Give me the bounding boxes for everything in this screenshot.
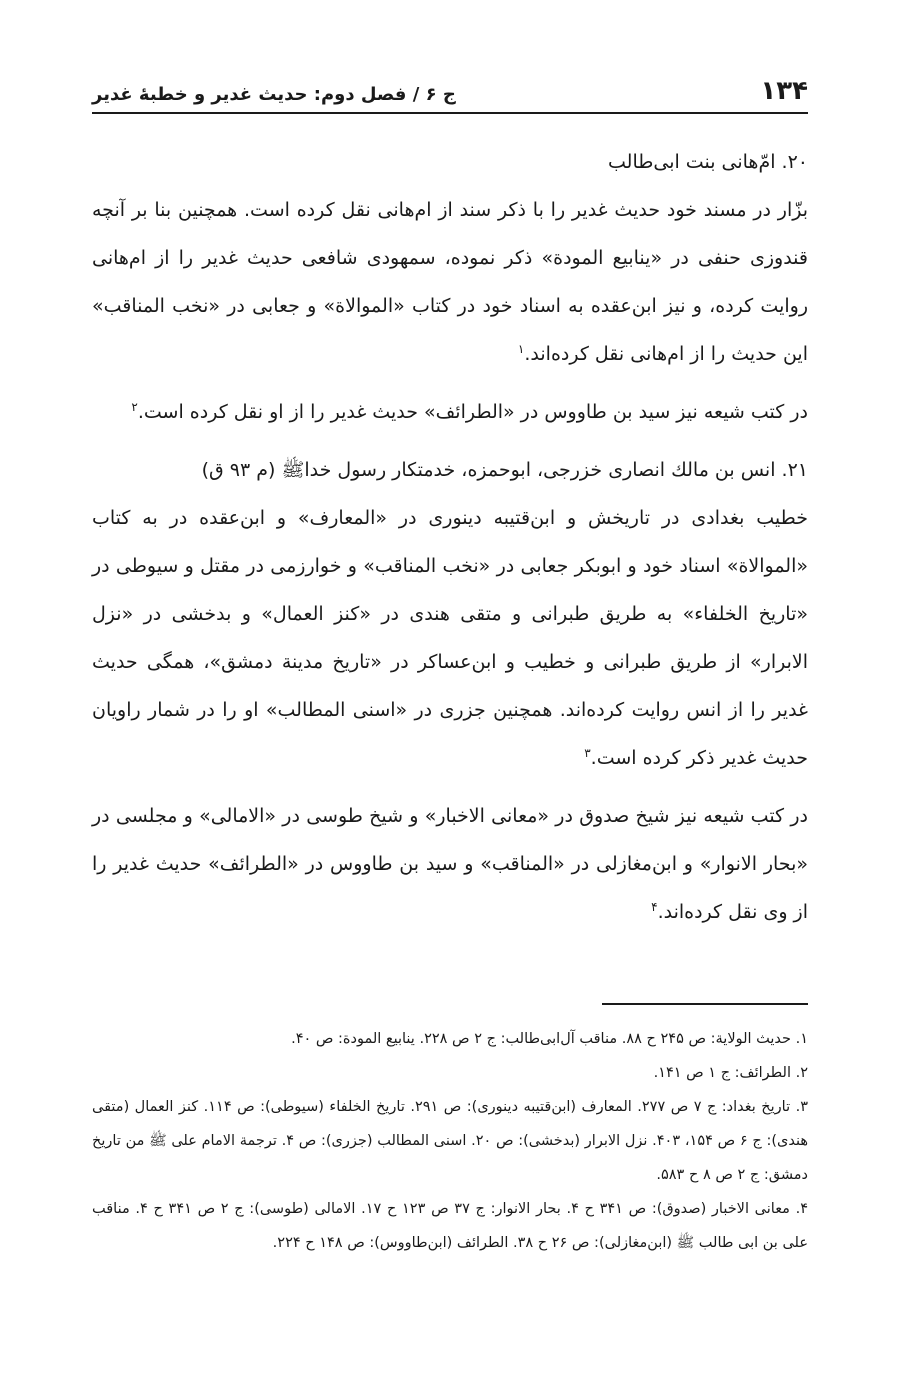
paragraph-text: در كتب شيعه نيز شيخ صدوق در «معانى الاخبار» و شيخ طوسى در «الامالى» و مجلسى در «بحار الانوار» و ابن‌مغازلى در «المناقب» و سيد بن طاووس در «الطرائف» حديث غدير را از وى نقل كرده‌اند. [92, 805, 808, 923]
footnote-ref[interactable]: ۳ [584, 745, 591, 760]
paragraph [92, 494, 808, 782]
paragraph [92, 388, 808, 436]
paragraph [92, 186, 808, 378]
paragraph-text: خطيب بغدادى در تاريخش و ابن‌قتيبه دينورى در «المعارف» و ابن‌عقده در به كتاب «الموالاة» اسناد خود و ابوبكر جعابى در «نخب المناقب» و خوارزمى در مقتل و سيوطى در «تاريخ الخلفاء» به طريق طبرانى و متقى هندى در «كنز العمال» و بدخشى در «نزل الابرار» از طريق طبرانى و خطيب و ابن‌عساكر در «تاريخ مدينة دمشق»، همگى حديث غدير را از انس روايت كرده‌اند. همچنين جزرى در «اسنى المطالب» او را در شمار راويان حديث غدير ذكر كرده است. [92, 507, 808, 769]
paragraph-text: بزّار در مسند خود حديث غدير را با ذكر سند از ام‌هانى نقل كرده است. همچنين بنا بر آنچه قندوزى حنفى در «ينابيع المودة» ذكر نموده، سمهودى شافعى حديث غدير را از ام‌هانى روايت كرده، و نيز ابن‌عقده به اسناد خود در كتاب «الموالاة» و جعابى در «نخب المناقب» اين حديث را از ام‌هانى نقل كرده‌اند. [92, 199, 808, 365]
paragraph-text: در كتب شيعه نيز سيد بن طاووس در «الطرائف» حديث غدير را از او نقل كرده است. [137, 401, 808, 423]
footnote-ref[interactable]: ۴ [651, 899, 658, 914]
footnote-1: ۱. حديث الولاية: ص ۲۴۵ ح ۸۸. مناقب آل‌ابى‌طالب: ج ۲ ص ۲۲۸. ينابيع المودة: ص ۴۰. [291, 1031, 808, 1047]
running-head: ج ۶ / فصل دوم: حديث غدير و خطبهٔ غدير [92, 84, 456, 105]
footnote-3: ۳. تاريخ بغداد: ج ۷ ص ۲۷۷. المعارف (ابن‌قتيبه دينورى): ص ۲۹۱. تاريخ الخلفاء (سيوطى): ص ۱۱۴. كنز العمال (متقى هندى): ج ۶ ص ۱۵۴، ۴۰۳. نزل الابرار (بدخشى): ص ۲۰. اسنى المطالب (جزرى): ص ۴. ترجمة الامام على ﷺ من تاريخ دمشق: ج ۲ ص ۸ ح ۵۸۳. [92, 1099, 809, 1183]
page-number: ۱۳۴ [760, 76, 808, 106]
footnotes [92, 1022, 808, 1260]
section-heading-20: ۲۰. امّ‌هانى بنت ابى‌طالب [608, 151, 808, 173]
footnote-ref[interactable]: ۲ [131, 399, 138, 414]
section-heading-21: ۲۱. انس بن مالك انصارى خزرجى، ابوحمزه، خدمتكار رسول خداﷺ (م ۹۳ ق) [201, 459, 808, 481]
main-text [92, 138, 808, 936]
footnote-separator [602, 1003, 808, 1005]
footnote-4: ۴. معانى الاخبار (صدوق): ص ۳۴۱ ح ۴. بحار الانوار: ج ۳۷ ص ۱۲۳ ح ۱۷. الامالى (طوسى): ج ۲ ص ۳۴۱ ح ۴. مناقب على بن ابى طالب ﷺ (ابن‌مغازلى): ص ۲۶ ح ۳۸. الطرائف (ابن‌طاووس): ص ۱۴۸ ح ۲۲۴. [92, 1201, 809, 1251]
paragraph [92, 792, 808, 936]
footnote-2: ۲. الطرائف: ج ۱ ص ۱۴۱. [653, 1065, 808, 1081]
footnote-ref[interactable]: ۱ [517, 341, 525, 356]
page-header [92, 68, 808, 114]
